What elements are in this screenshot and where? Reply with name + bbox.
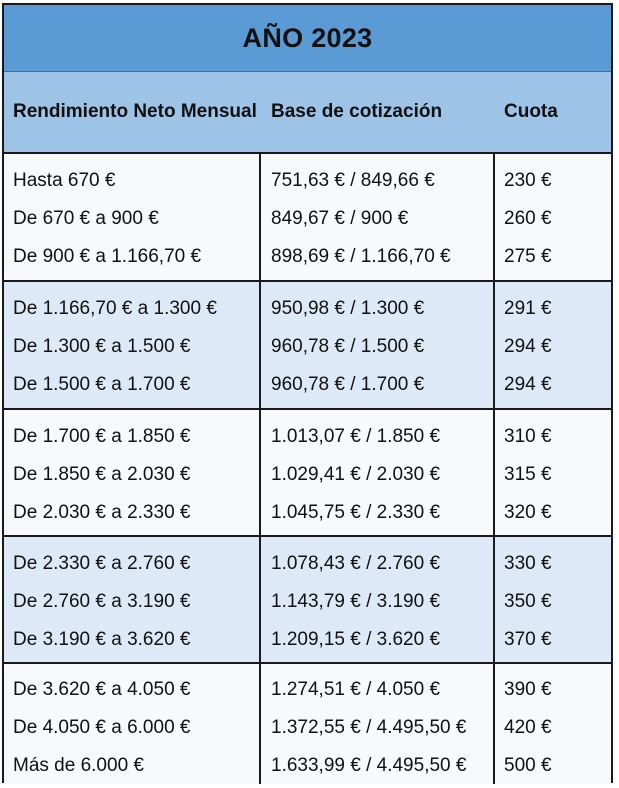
cell-cuota: 350 € <box>504 591 552 612</box>
table-row <box>4 162 611 200</box>
cell-cuota: 291 € <box>504 298 552 319</box>
header-cuota: Cuota <box>504 100 558 122</box>
cell-cuota: 294 € <box>504 374 552 395</box>
table-row <box>4 238 611 276</box>
contribution-table <box>2 3 613 783</box>
cell-cuota: 370 € <box>504 629 552 650</box>
cell-rendimiento: De 1.850 € a 2.030 € <box>13 464 191 485</box>
cell-cuota: 330 € <box>504 553 552 574</box>
row-group-2 <box>4 282 611 410</box>
cell-base: 1.633,99 € / 4.495,50 € <box>271 755 467 776</box>
cell-rendimiento: De 4.050 € a 6.000 € <box>13 717 191 738</box>
cell-base: 849,67 € / 900 € <box>271 208 409 229</box>
cell-rendimiento: De 900 € a 1.166,70 € <box>13 246 202 267</box>
cell-cuota: 420 € <box>504 717 552 738</box>
table-row <box>4 494 611 532</box>
cell-rendimiento: De 670 € a 900 € <box>13 208 159 229</box>
table-row <box>4 418 611 456</box>
table-row <box>4 709 611 747</box>
cell-base: 960,78 € / 1.700 € <box>271 374 425 395</box>
cell-rendimiento: De 2.760 € a 3.190 € <box>13 591 191 612</box>
cell-base: 1.143,79 € / 3.190 € <box>271 591 441 612</box>
cell-base: 1.274,51 € / 4.050 € <box>271 679 441 700</box>
cell-base: 898,69 € / 1.166,70 € <box>271 246 451 267</box>
table-title: AÑO 2023 <box>4 5 611 72</box>
cell-rendimiento: De 3.620 € a 4.050 € <box>13 679 191 700</box>
cell-rendimiento: De 3.190 € a 3.620 € <box>13 629 191 650</box>
cell-rendimiento: De 1.166,70 € a 1.300 € <box>13 298 217 319</box>
cell-base: 1.045,75 € / 2.330 € <box>271 502 441 523</box>
cell-rendimiento: Hasta 670 € <box>13 170 116 191</box>
header-row <box>4 72 611 154</box>
row-group-3 <box>4 410 611 537</box>
table-row <box>4 671 611 709</box>
cell-cuota: 260 € <box>504 208 552 229</box>
cell-base: 1.013,07 € / 1.850 € <box>271 426 441 447</box>
cell-base: 950,98 € / 1.300 € <box>271 298 425 319</box>
cell-cuota: 275 € <box>504 246 552 267</box>
cell-base: 751,63 € / 849,66 € <box>271 170 435 191</box>
table-row <box>4 366 611 404</box>
row-group-1 <box>4 154 611 282</box>
cell-cuota: 310 € <box>504 426 552 447</box>
cell-rendimiento: De 2.030 € a 2.330 € <box>13 502 191 523</box>
row-group-5 <box>4 664 611 784</box>
cell-rendimiento: De 1.500 € a 1.700 € <box>13 374 191 395</box>
table-row <box>4 456 611 494</box>
cell-rendimiento: De 1.300 € a 1.500 € <box>13 336 191 357</box>
cell-rendimiento: De 2.330 € a 2.760 € <box>13 553 191 574</box>
row-group-4 <box>4 537 611 664</box>
cell-cuota: 230 € <box>504 170 552 191</box>
table-row <box>4 545 611 583</box>
cell-rendimiento: De 1.700 € a 1.850 € <box>13 426 191 447</box>
table-row <box>4 290 611 328</box>
table-row <box>4 621 611 659</box>
cell-cuota: 320 € <box>504 502 552 523</box>
cell-base: 1.078,43 € / 2.760 € <box>271 553 441 574</box>
cell-base: 1.372,55 € / 4.495,50 € <box>271 717 467 738</box>
header-rendimiento: Rendimiento Neto Mensual <box>13 100 257 122</box>
table-row <box>4 328 611 366</box>
header-base: Base de cotización <box>271 100 443 122</box>
cell-cuota: 315 € <box>504 464 552 485</box>
table-row <box>4 583 611 621</box>
table-row <box>4 200 611 238</box>
cell-base: 1.029,41 € / 2.030 € <box>271 464 441 485</box>
cell-base: 960,78 € / 1.500 € <box>271 336 425 357</box>
table-row <box>4 747 611 785</box>
cell-cuota: 294 € <box>504 336 552 357</box>
cell-cuota: 500 € <box>504 755 552 776</box>
cell-base: 1.209,15 € / 3.620 € <box>271 629 441 650</box>
cell-cuota: 390 € <box>504 679 552 700</box>
cell-rendimiento: Más de 6.000 € <box>13 755 144 776</box>
